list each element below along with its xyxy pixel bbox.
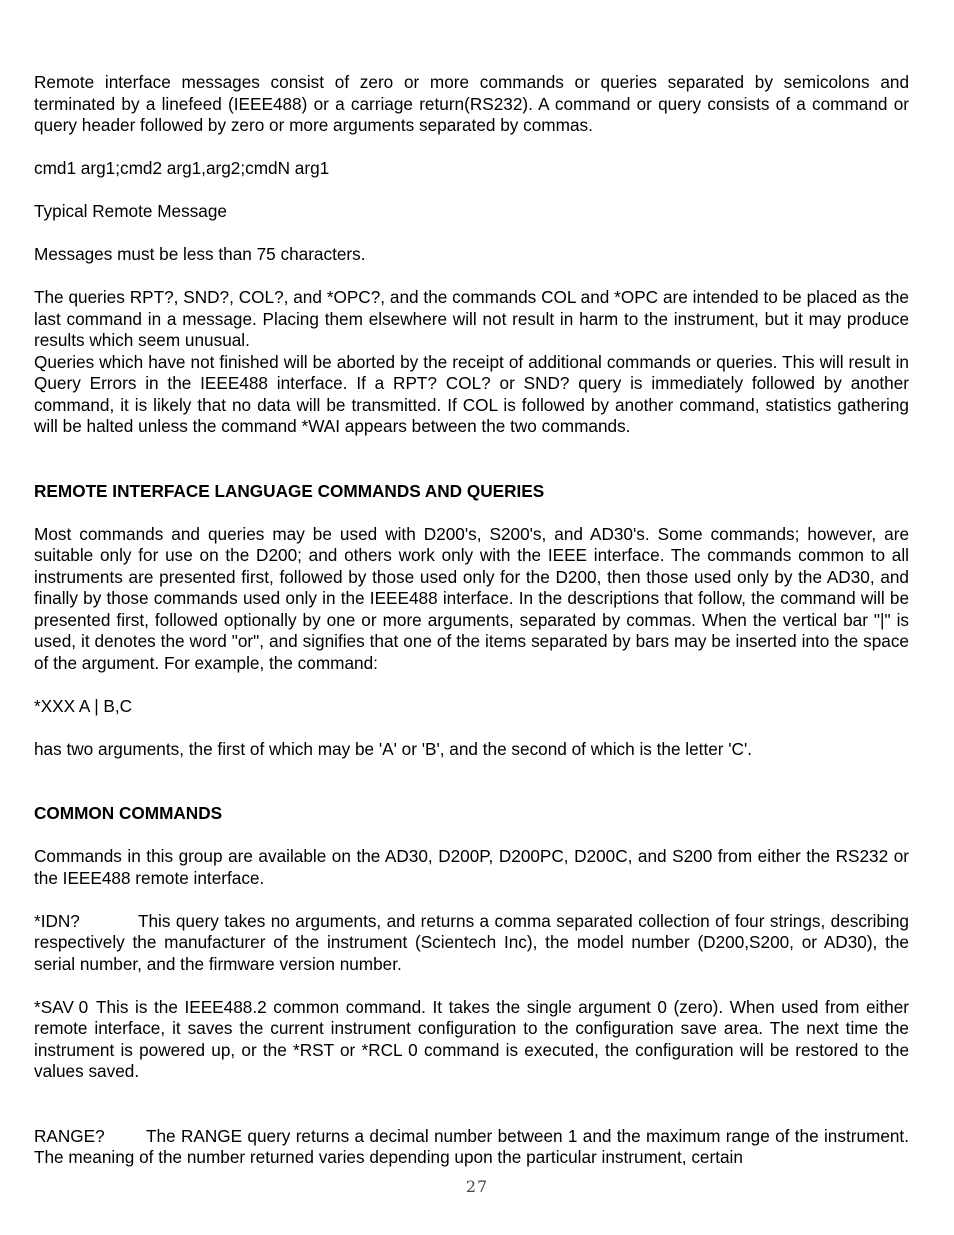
sav-command: *SAV 0 bbox=[34, 996, 89, 1017]
section-heading-language: REMOTE INTERFACE LANGUAGE COMMANDS AND QUERIES bbox=[34, 480, 545, 501]
query-abort-paragraph: Queries which have not finished will be aborted by the receipt of additional commands or queries. This will result in Query Errors in the IEEE488 interface. If a RPT? COL? or SND? query is immediately followed by another command, it is likely that no data will be transmitted. If COL is followed by another command, statistics gathering will be halted unless the command *WAI appears between the two commands. bbox=[34, 351, 909, 436]
sav-entry bbox=[34, 997, 909, 1083]
intro-paragraph: Remote interface messages consist of zero or more commands or queries separated by semicolons and terminated by a linefeed (IEEE488) or a carriage return(RS232). A command or query consists of a command or query header followed by zero or more arguments separated by commas. bbox=[34, 72, 909, 135]
document-body bbox=[34, 72, 909, 1169]
language-paragraph: Most commands and queries may be used with D200's, S200's, and AD30's. Some commands; however, are suitable only for use on the D200; and others work only with the IEEE interface. The commands common to all instruments are presented first, followed by those used only for the D200, then those used only by the AD30, and finally by those commands used only in the IEEE488 interface. In the descriptions that follow, the command will be presented first, followed optionally by one or more arguments, separated by commas. When the vertical bar "|" is used, it denotes the word "or", and signifies that one of the items separated by bars may be inserted into the space of the argument. For example, the command: bbox=[34, 523, 909, 673]
idn-entry bbox=[34, 911, 909, 976]
example-command: *XXX A | B,C bbox=[34, 695, 133, 716]
sav-description: This is the IEEE488.2 common command. It takes the single argument 0 (zero). When used from either remote interface, it saves the current instrument configuration to the configuration save area. The next time the instrument is powered up, or the *RST or *RCL 0 command is executed, the configuration will be restored to the values saved. bbox=[34, 996, 909, 1081]
section-heading-common: COMMON COMMANDS bbox=[34, 803, 223, 823]
example-message: cmd1 arg1;cmd2 arg1,arg2;cmdN arg1 bbox=[34, 158, 330, 178]
query-placement-paragraph: The queries RPT?, SND?, COL?, and *OPC?, and the commands COL and *OPC are intended to be placed as the last command in a message. Placing them elsewhere will not result in harm to the instrument, but it may produce results which seem unusual. bbox=[34, 287, 909, 350]
message-length-note: Messages must be less than 75 characters. bbox=[34, 244, 366, 264]
range-command: RANGE? bbox=[34, 1125, 105, 1146]
range-entry bbox=[34, 1126, 909, 1169]
common-intro-paragraph: Commands in this group are available on the AD30, D200P, D200PC, D200C, and S200 from either the RS232 or the IEEE488 remote interface. bbox=[34, 846, 909, 888]
example-caption: Typical Remote Message bbox=[34, 201, 227, 221]
page-number: 27 bbox=[465, 1177, 489, 1196]
example-explanation: has two arguments, the first of which may be 'A' or 'B', and the second of which is the letter 'C'. bbox=[34, 738, 753, 759]
idn-description: This query takes no arguments, and returns a comma separated collection of four strings, describing respectively the manufacturer of the instrument (Scientech Inc), the model number (D200,S200, or AD30), the serial number, and the firmware version number. bbox=[34, 910, 909, 974]
idn-command: *IDN? bbox=[34, 910, 80, 931]
range-description: The RANGE query returns a decimal number between 1 and the maximum range of the instrument. The meaning of the number returned varies depending upon the particular instrument, certain bbox=[34, 1125, 909, 1167]
